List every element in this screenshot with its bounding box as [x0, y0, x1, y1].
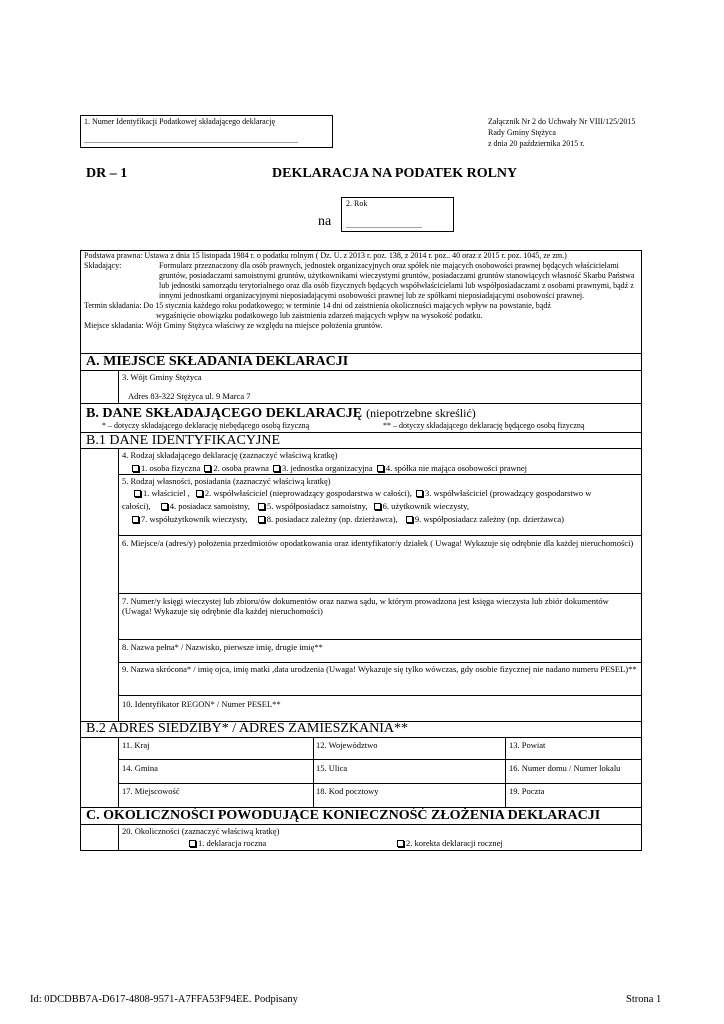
- section-c-title: C. OKOLICZNOŚCI POWODUJĄCE KONIECZNOŚĆ ZŁOŻENIA DEKLARACJI: [86, 808, 601, 823]
- field-17-label: 17. Miejscowość: [122, 786, 180, 796]
- field-4-options: [130, 463, 527, 473]
- option-label: 1. właściciel ,: [143, 488, 190, 498]
- section-b-note: (niepotrzebne skreślić): [366, 406, 476, 420]
- document-id: Id: 0DCDBB7A-D617-4808-9571-A7FFA53F94EE. Podpisany: [30, 994, 298, 1005]
- checkbox-icon[interactable]: [134, 490, 141, 497]
- field-7-input[interactable]: [119, 618, 641, 638]
- option-label: 7. współużytkownik wieczysty,: [141, 514, 248, 524]
- intro-block: [84, 251, 639, 331]
- field-19-label: 19. Poczta: [509, 786, 545, 796]
- year-input[interactable]: ......................................: [346, 221, 422, 230]
- checkbox-icon[interactable]: [196, 490, 203, 497]
- option-correction: [395, 838, 503, 848]
- field-8-label: 8. Nazwa pełna* / Nazwisko, pierwsze imię, drugie imię**: [122, 642, 323, 652]
- field-8-input[interactable]: [119, 653, 641, 661]
- checkbox-icon[interactable]: [258, 516, 265, 523]
- form-body: [80, 250, 642, 851]
- attachment-line: z dnia 20 października 2015 r.: [488, 139, 585, 148]
- field-12-label: 12. Województwo: [316, 740, 378, 750]
- checkbox-icon[interactable]: [258, 503, 265, 510]
- checkbox-icon[interactable]: [416, 490, 423, 497]
- field-5-row1: [132, 488, 591, 498]
- checkbox-icon[interactable]: [204, 465, 211, 472]
- section-a-title: A. MIEJSCE SKŁADANIA DEKLARACJI: [86, 354, 349, 369]
- office-address: Adres 83-322 Stężyca ul. 9 Marca 7: [128, 391, 251, 401]
- option-label: 8. posiadacz zależny (np. dzierżawca),: [266, 514, 398, 524]
- place: Miejsce składania: Wójt Gminy Stężyca właściwy ze względu na miejsce położenia gruntów.: [84, 321, 383, 330]
- field-5-label: 5. Rodzaj własności, posiadania (zaznaczyć właściwą kratkę): [122, 476, 331, 486]
- attachment-line: Załącznik Nr 2 do Uchwały Nr VIII/125/2015: [488, 117, 636, 126]
- attachment-line: Rady Gminy Stężyca: [488, 128, 556, 137]
- page-number: Strona 1: [626, 994, 662, 1005]
- option-label-cont: całości),: [122, 501, 151, 511]
- section-b1-title: B.1 DANE IDENTYFIKACYJNE: [86, 433, 281, 448]
- section-b2-title: B.2 ADRES SIEDZIBY* / ADRES ZAMIESZKANIA**: [86, 721, 409, 736]
- section-b-header: [86, 404, 476, 422]
- option-label: 1. deklaracja roczna: [198, 838, 267, 848]
- field-3-label: 3. Wójt Gminy Stężyca: [122, 372, 202, 382]
- checkbox-icon[interactable]: [377, 465, 384, 472]
- checkbox-icon[interactable]: [406, 516, 413, 523]
- field-4-label: 4. Rodzaj składającego deklarację (zaznaczyć właściwą kratkę): [122, 450, 338, 460]
- option-label: 3. współwłaściciel (prowadzący gospodarstwo w: [425, 488, 592, 498]
- field-16-label: 16. Numer domu / Numer lokalu: [509, 763, 621, 773]
- field-14-label: 14. Gmina: [122, 763, 158, 773]
- field-5-row2: [122, 501, 469, 511]
- option-label: 2. osoba prawna: [213, 463, 269, 473]
- field-10-label: 10. Identyfikator REGON* / Numer PESEL**: [122, 699, 281, 709]
- year-label: 2. Rok: [346, 199, 368, 208]
- field-6-input[interactable]: [119, 560, 641, 592]
- nip-input[interactable]: ...........................................................................................................: [84, 136, 298, 145]
- checkbox-icon[interactable]: [161, 503, 168, 510]
- attachment-note: [488, 116, 635, 149]
- deadline: Termin składania: Do 15 stycznia każdego roku podatkowego; w terminie 14 dni od zaistnienia okoliczności mających wpływ na powstanie, bądź: [84, 301, 551, 310]
- footnote-natural: ** – dotyczy składającego deklarację będącego osobą fizyczną: [383, 421, 585, 430]
- field-20-label: 20. Okoliczności (zaznaczyć właściwą kratkę): [122, 826, 280, 836]
- checkbox-icon[interactable]: [132, 465, 139, 472]
- filer-text: Formularz przeznaczony dla osób prawnych, jednostek organizacyjnych oraz spółek nie mających osobowości prawnej będących właścicielami gruntów, posiadaczami samoistnymi gruntów, użytkownikami wieczystymi gruntów, posiadaczami gruntów stanowiących własność Skarbu Państwa lub jednostki samorządu terytorialnego oraz dla osób fizycznych będących współwłaścicielami lub współposiadaczami z osobami prawnymi, bądź z innymi jednostkami organizacyjnymi nieposiadającymi osobowości prawnej lub ze spółkami nieposiadającymi osobowości prawnej.: [159, 261, 635, 300]
- field-5-row3: [130, 514, 564, 524]
- form-title: DEKLARACJA NA PODATEK ROLNY: [272, 166, 518, 181]
- option-label: 2. korekta deklaracji rocznej: [406, 838, 503, 848]
- option-label: 1. osoba fizyczna: [141, 463, 201, 473]
- option-label: 2. współwłaściciel (nieprowadzący gospodarstwa w całości),: [204, 488, 412, 498]
- field-6-label: 6. Miejsce/a (adres/y) położenia przedmiotów opodatkowania oraz identyfikator/y działek ( Uwaga! Wykazuje się odrębnie dla każdej nieruchomości): [122, 538, 634, 548]
- field-11-label: 11. Kraj: [122, 740, 150, 750]
- option-label: 4. spółka nie mająca osobowości prawnej: [385, 463, 527, 473]
- nip-box: [80, 115, 333, 148]
- year-box: [341, 197, 454, 232]
- legal-basis: Podstawa prawna: Ustawa z dnia 15 listopada 1984 r. o podatku rolnym ( Dz. U. z 2013 r. poz. 138, z 2014 r. poz.. 40 oraz z 2015 r. poz. 1045, ze zm.): [84, 251, 567, 260]
- field-7-label: 7. Numer/y księgi wieczystej lub zbioru/ów dokumentów oraz nazwa sądu, w którym prowadzona jest księga wieczysta lub zbiór dokumentów (Uwaga! Wykazuje się odrębnie dla każdej nieruchomości): [122, 596, 609, 616]
- option-label: 5. współposiadacz samoistny,: [267, 501, 368, 511]
- field-13-label: 13. Powiat: [509, 740, 546, 750]
- checkbox-icon[interactable]: [132, 516, 139, 523]
- option-label: 6. użytkownik wieczysty,: [382, 501, 469, 511]
- deadline-cont: wygaśnięcie obowiązku podatkowego lub zaistnienia zdarzeń mających wpływ na wysokość podatku.: [156, 311, 483, 320]
- field-18-label: 18. Kod pocztowy: [316, 786, 379, 796]
- na-label: na: [318, 214, 332, 229]
- nip-label: 1. Numer Identyfikacji Podatkowej składającego deklarację: [84, 117, 276, 126]
- checkbox-icon[interactable]: [273, 465, 280, 472]
- checkbox-icon[interactable]: [189, 840, 196, 847]
- field-9-label: 9. Nazwa skrócona* / imię ojca, imię matki ,data urodzenia (Uwaga! Wykazuje się tylko wówczas, gdy osobie fizycznej nie nadano numeru PESEL)**: [122, 664, 637, 674]
- field-15-label: 15. Ulica: [316, 763, 348, 773]
- option-label: 3. jednostka organizacyjna: [281, 463, 373, 473]
- option-label: 9. współposiadacz zależny (np. dzierżawca): [414, 514, 565, 524]
- checkbox-icon[interactable]: [374, 503, 381, 510]
- checkbox-icon[interactable]: [397, 840, 404, 847]
- footnote-legal: * – dotyczy składającego deklarację niebędącego osobą fizyczną: [102, 421, 310, 430]
- filer-label: Składający:: [84, 261, 122, 270]
- option-label: 4. posiadacz samoistny,: [169, 501, 250, 511]
- form-code: DR – 1: [86, 166, 128, 181]
- field-10-input[interactable]: [119, 710, 641, 720]
- option-annual: [187, 838, 266, 848]
- section-b-title: B. DANE SKŁADAJĄCEGO DEKLARACJĘ: [86, 406, 363, 421]
